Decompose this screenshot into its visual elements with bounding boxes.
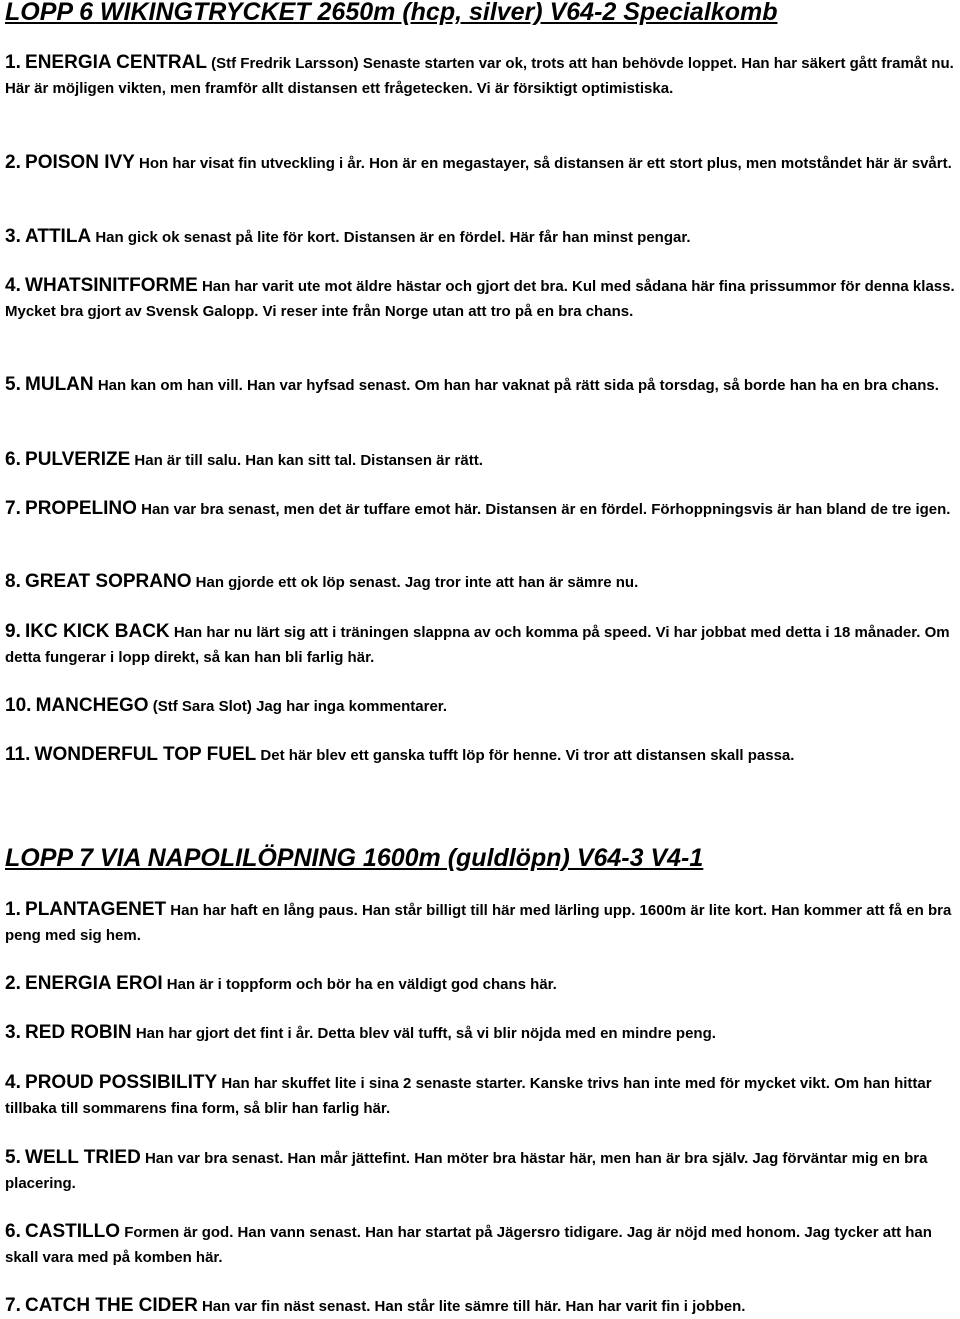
entry-comment: Han är till salu. Han kan sitt tal. Distansen är rätt. (134, 452, 483, 469)
horse-name: WELL TRIED (25, 1147, 141, 1168)
race-7-entry-7 (5, 1293, 955, 1319)
race-7-entry-2 (5, 971, 955, 997)
entry-number: 4. (5, 275, 21, 296)
entry-number: 4. (5, 1072, 21, 1093)
horse-name: ENERGIA EROI (25, 973, 163, 994)
entry-number: 1. (5, 52, 21, 73)
horse-name: CATCH THE CIDER (25, 1295, 198, 1316)
entry-comment: Hon har visat fin utveckling i år. Hon är en megastayer, så distansen är ett stort plus, men motståndet här är svårt. (139, 155, 952, 172)
entry-number: 6. (5, 449, 21, 470)
horse-name: WONDERFUL TOP FUEL (34, 744, 257, 765)
race-7-entry-6 (5, 1219, 955, 1270)
horse-name: ENERGIA CENTRAL (25, 52, 207, 73)
entry-comment: Han gick ok senast på lite för kort. Distansen är en fördel. Här får han minst pengar. (95, 229, 691, 246)
race-6-entry-7 (5, 496, 955, 522)
horse-name: MANCHEGO (35, 695, 149, 716)
entry-comment: Han har nu lärt sig att i träningen slappna av och komma på speed. Vi har jobbat med detta i 18 månader. Om detta fungerar i lopp direkt, så kan han bli farlig här. (5, 624, 950, 666)
horse-name: MULAN (25, 374, 94, 395)
entry-number: 3. (5, 226, 21, 247)
entry-number: 10. (5, 695, 32, 716)
entry-comment: Det här blev ett ganska tufft löp för henne. Vi tror att distansen skall passa. (260, 747, 795, 764)
entry-comment: Han är i toppform och bör ha en väldigt god chans här. (166, 976, 557, 993)
entry-number: 2. (5, 973, 21, 994)
entry-number: 7. (5, 498, 21, 519)
entry-number: 3. (5, 1022, 21, 1043)
entry-comment: Han var fin näst senast. Han står lite sämre till här. Han har varit fin i jobben. (201, 1298, 746, 1315)
trainer-note: (Stf Sara Slot) (152, 698, 252, 715)
race-6-entry-6 (5, 447, 955, 473)
race-6-entry-10 (5, 693, 955, 719)
race-7-entry-5 (5, 1145, 955, 1196)
horse-name: PROPELINO (25, 498, 137, 519)
entry-comment: Jag har inga kommentarer. (256, 698, 447, 715)
entry-number: 6. (5, 1221, 21, 1242)
entry-number: 8. (5, 571, 21, 592)
horse-name: CASTILLO (25, 1221, 121, 1242)
race-6-entry-5 (5, 372, 955, 398)
race-6-title: LOPP 6 WIKINGTRYCKET 2650m (hcp, silver) V64-2 Specialkomb (5, 0, 778, 26)
entry-number: 5. (5, 1147, 21, 1168)
race-6-entry-2 (5, 150, 955, 176)
entry-comment: Han kan om han vill. Han var hyfsad senast. Om han har vaknat på rätt sida på torsdag, så borde han ha en bra chans. (97, 377, 939, 394)
horse-name: PULVERIZE (25, 449, 131, 470)
race-7-entry-1 (5, 897, 955, 948)
horse-name: WHATSINITFORME (25, 275, 198, 296)
entry-number: 7. (5, 1295, 21, 1316)
race-7-entry-3 (5, 1020, 955, 1046)
race-6-entry-3 (5, 224, 955, 250)
horse-name: PLANTAGENET (25, 899, 167, 920)
entry-comment: Formen är god. Han vann senast. Han har startat på Jägersro tidigare. Jag är nöjd med honom. Jag tycker att han skall vara med på komben här. (5, 1224, 932, 1266)
entry-comment: Han har skuffet lite i sina 2 senaste starter. Kanske trivs han inte med för mycket vikt. Om han hittar tillbaka till sommarens fina form, så blir han farlig här. (5, 1075, 932, 1117)
entry-number: 1. (5, 899, 21, 920)
horse-name: PROUD POSSIBILITY (25, 1072, 218, 1093)
race-6-entry-4 (5, 273, 955, 324)
race-6-entry-11 (5, 742, 955, 768)
horse-name: GREAT SOPRANO (25, 571, 192, 592)
race-6-entry-9 (5, 619, 955, 670)
entry-comment: Han har haft en lång paus. Han står billigt till här med lärling upp. 1600m är lite kort. Han kommer att få en bra peng med sig hem. (5, 902, 952, 944)
entry-comment: Han har varit ute mot äldre hästar och gjort det bra. Kul med sådana här fina prissummor för denna klass. Mycket bra gjort av Svensk Galopp. Vi reser inte från Norge utan att tro på en bra chans. (5, 278, 955, 320)
entry-comment: Han var bra senast, men det är tuffare emot här. Distansen är en fördel. Förhoppningsvis är han bland de tre igen. (141, 501, 951, 518)
entry-number: 9. (5, 621, 21, 642)
entry-comment: Senaste starten var ok, trots att han behövde loppet. Han har säkert gått framåt nu. Här är möjligen vikten, men framför allt distansen ett frågetecken. Vi är försiktigt optimistiska. (5, 55, 954, 97)
entry-comment: Han var bra senast. Han mår jättefint. Han möter bra hästar här, men han är bra själv. Jag förväntar mig en bra placering. (5, 1150, 928, 1192)
entry-number: 5. (5, 374, 21, 395)
race-7-title: LOPP 7 VIA NAPOLILÖPNING 1600m (guldlöpn) V64-3 V4-1 (5, 844, 704, 872)
race-6-entry-8 (5, 569, 955, 595)
entry-number: 11. (5, 744, 31, 765)
horse-name: ATTILA (25, 226, 92, 247)
horse-name: POISON IVY (25, 152, 135, 173)
trainer-note: (Stf Fredrik Larsson) (211, 55, 359, 72)
race-6-entry-1 (5, 50, 955, 101)
entry-comment: Han har gjort det fint i år. Detta blev väl tufft, så vi blir nöjda med en mindre peng. (135, 1025, 716, 1042)
entry-number: 2. (5, 152, 21, 173)
race-7-entry-4 (5, 1070, 955, 1121)
horse-name: IKC KICK BACK (25, 621, 170, 642)
entry-comment: Han gjorde ett ok löp senast. Jag tror inte att han är sämre nu. (195, 574, 639, 591)
horse-name: RED ROBIN (25, 1022, 132, 1043)
